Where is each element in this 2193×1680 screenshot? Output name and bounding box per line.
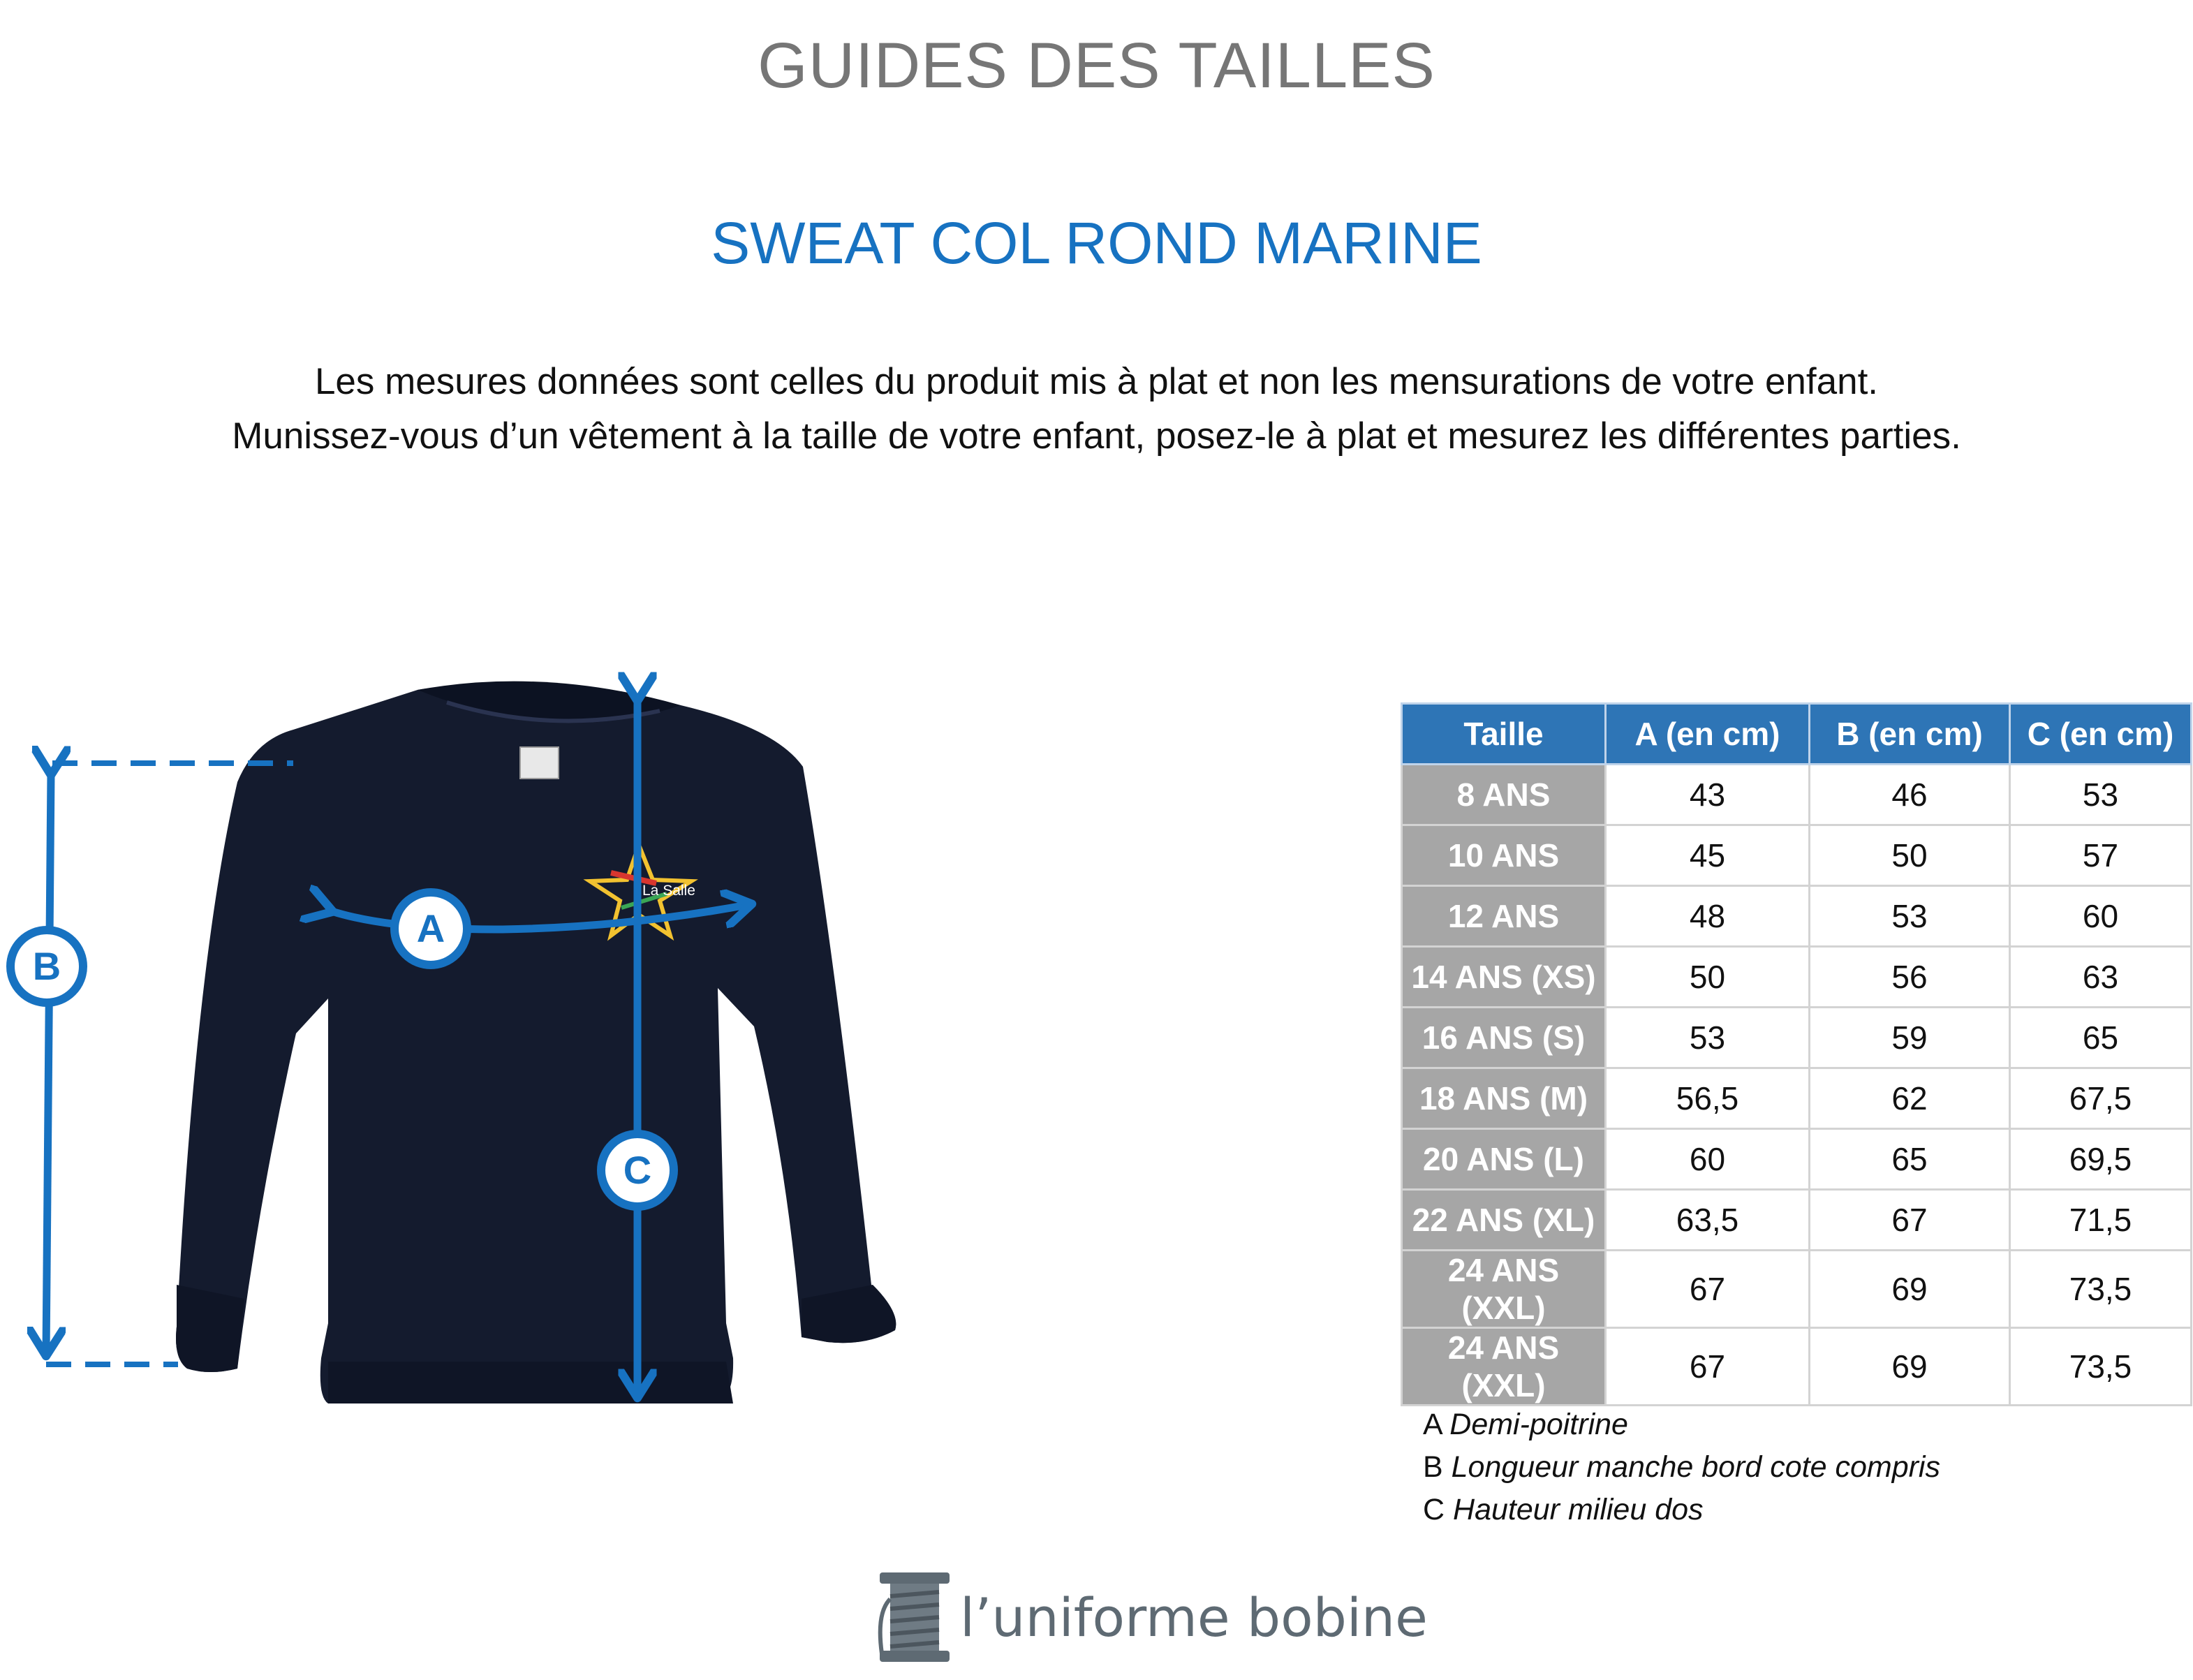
value-b: 50	[1810, 825, 2010, 886]
spool-icon	[876, 1571, 953, 1665]
garment-label	[520, 747, 559, 779]
size-cell: 14 ANS (XS)	[1402, 947, 1606, 1008]
sweatshirt-illustration	[0, 670, 922, 1438]
value-b: 67	[1810, 1190, 2010, 1251]
value-a: 67	[1606, 1328, 1810, 1406]
value-a: 50	[1606, 947, 1810, 1008]
value-c: 60	[2010, 886, 2192, 947]
intro-line-1: Les mesures données sont celles du produit mis à plat et non les mensurations de votre enfant.	[314, 361, 1879, 402]
header-taille: Taille	[1402, 704, 1606, 765]
brand-name: l’uniforme bobine	[960, 1586, 1428, 1649]
table-row	[1402, 886, 2192, 947]
value-c: 71,5	[2010, 1190, 2192, 1251]
intro-line-2: Munissez-vous d’un vêtement à la taille de votre enfant, posez-le à plat et mesurez les différentes parties.	[232, 415, 1961, 457]
value-c: 53	[2010, 765, 2192, 825]
table-row	[1402, 765, 2192, 825]
legend-key: C	[1423, 1493, 1445, 1526]
table-row	[1402, 947, 2192, 1008]
left-cuff	[176, 1285, 244, 1372]
legend-desc: Demi-poitrine	[1449, 1408, 1628, 1441]
arrow-b	[46, 774, 51, 1355]
value-b: 62	[1810, 1068, 2010, 1129]
value-a: 48	[1606, 886, 1810, 947]
value-b: 46	[1810, 765, 2010, 825]
value-c: 73,5	[2010, 1251, 2192, 1328]
marker-a-label: A	[416, 906, 445, 950]
table-header-row	[1402, 704, 2192, 765]
size-cell: 16 ANS (S)	[1402, 1008, 1606, 1068]
value-b: 56	[1810, 947, 2010, 1008]
table-row	[1402, 825, 2192, 886]
marker-b	[10, 930, 83, 1003]
sweatshirt-measurement-figure	[0, 670, 922, 1438]
size-table	[1401, 702, 2192, 1406]
size-cell: 24 ANS (XXL)	[1402, 1328, 1606, 1406]
size-cell: 12 ANS	[1402, 886, 1606, 947]
value-b: 59	[1810, 1008, 2010, 1068]
value-c: 69,5	[2010, 1129, 2192, 1190]
measurement-legend	[1423, 1403, 1940, 1531]
marker-b-label: B	[32, 944, 61, 988]
value-c: 63	[2010, 947, 2192, 1008]
value-a: 60	[1606, 1129, 1810, 1190]
value-a: 67	[1606, 1251, 1810, 1328]
legend-item	[1423, 1489, 1940, 1531]
header-b: B (en cm)	[1810, 704, 2010, 765]
value-a: 43	[1606, 765, 1810, 825]
value-c: 65	[2010, 1008, 2192, 1068]
school-logo-text: La Salle	[642, 883, 695, 899]
value-b: 65	[1810, 1129, 2010, 1190]
table-row	[1402, 1008, 2192, 1068]
table-row	[1402, 1129, 2192, 1190]
size-cell: 10 ANS	[1402, 825, 1606, 886]
size-cell: 22 ANS (XL)	[1402, 1190, 1606, 1251]
value-b: 69	[1810, 1251, 2010, 1328]
value-c: 73,5	[2010, 1328, 2192, 1406]
brand-logo	[876, 1571, 1428, 1662]
hem-rib	[328, 1362, 733, 1403]
legend-item	[1423, 1446, 1940, 1489]
table-row	[1402, 1251, 2192, 1328]
marker-c	[601, 1134, 674, 1207]
value-b: 53	[1810, 886, 2010, 947]
table-row	[1402, 1328, 2192, 1406]
legend-desc: Hauteur milieu dos	[1453, 1493, 1704, 1526]
size-cell: 20 ANS (L)	[1402, 1129, 1606, 1190]
sweatshirt-body	[176, 686, 896, 1403]
table-row	[1402, 1190, 2192, 1251]
product-title: SWEAT COL ROND MARINE	[711, 210, 1482, 276]
intro-text	[0, 355, 2193, 464]
value-a: 53	[1606, 1008, 1810, 1068]
legend-key: A	[1423, 1408, 1442, 1441]
marker-a	[394, 892, 467, 965]
value-a: 45	[1606, 825, 1810, 886]
legend-desc: Longueur manche bord cote compris	[1451, 1450, 1940, 1484]
size-cell: 24 ANS (XXL)	[1402, 1251, 1606, 1328]
legend-item	[1423, 1403, 1940, 1446]
page-title: GUIDES DES TAILLES	[758, 30, 1435, 101]
header-c: C (en cm)	[2010, 704, 2192, 765]
marker-c-label: C	[623, 1148, 652, 1192]
value-a: 63,5	[1606, 1190, 1810, 1251]
legend-key: B	[1423, 1450, 1443, 1484]
value-a: 56,5	[1606, 1068, 1810, 1129]
size-cell: 8 ANS	[1402, 765, 1606, 825]
value-c: 67,5	[2010, 1068, 2192, 1129]
size-cell: 18 ANS (M)	[1402, 1068, 1606, 1129]
table-row	[1402, 1068, 2192, 1129]
value-c: 57	[2010, 825, 2192, 886]
value-b: 69	[1810, 1328, 2010, 1406]
header-a: A (en cm)	[1606, 704, 1810, 765]
